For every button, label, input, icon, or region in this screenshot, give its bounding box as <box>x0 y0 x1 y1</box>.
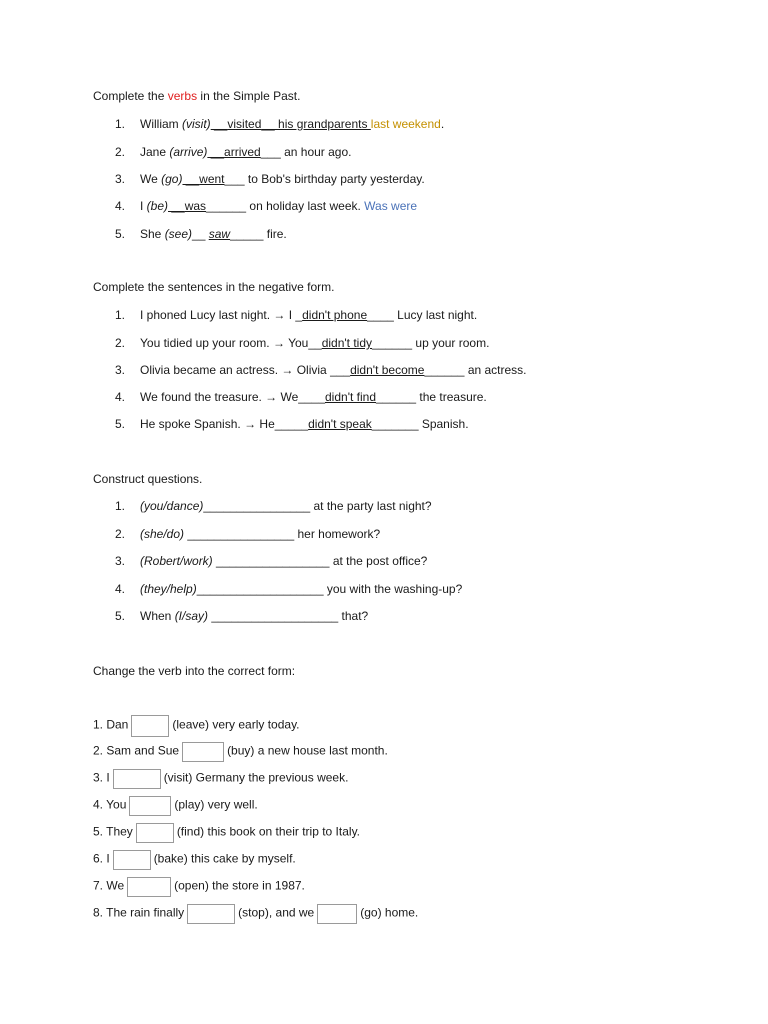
item-number: 3. <box>115 363 126 377</box>
s4-item-2 <box>93 742 388 762</box>
item-text: her homework? <box>294 527 381 541</box>
item-number: 2. <box>115 145 126 159</box>
verb-hint: (visit) <box>182 117 211 131</box>
s3-item-4 <box>140 582 462 596</box>
item-text: ______ an actress. <box>424 363 527 377</box>
item-text: (open) the store in 1987. <box>174 878 305 893</box>
item-text: you with the washing-up? <box>323 582 463 596</box>
item-number: 5. <box>115 609 126 623</box>
answer: was <box>184 199 207 213</box>
answer: didn't find <box>325 390 376 404</box>
item-text: ______ the treasure. <box>376 390 487 404</box>
item-number: 3. <box>115 172 126 186</box>
blank: ________________ <box>184 527 295 541</box>
item-text: He spoke Spanish. → He_____ <box>140 417 309 431</box>
item-text: at the post office? <box>329 554 428 568</box>
blank: __ his grandparents <box>261 117 371 131</box>
item-text: 7. We <box>93 878 125 893</box>
item-number: 3. <box>115 554 126 568</box>
item-text: ____ Lucy last night. <box>367 308 478 322</box>
item-text: (find) this book on their trip to Italy. <box>176 824 361 839</box>
s1-item-4 <box>140 199 417 213</box>
item-text: (go) home. <box>360 905 419 920</box>
s1-item-1 <box>140 117 444 131</box>
s1-item-2 <box>140 145 352 159</box>
heading-text: in the Simple Past. <box>197 89 301 103</box>
item-text: William <box>140 117 182 131</box>
verb-hint: (I/say) <box>174 609 209 623</box>
answer-input[interactable] <box>131 715 169 737</box>
item-text: ______ up your room. <box>372 336 490 350</box>
blank: __ <box>207 145 225 159</box>
item-text: You tidied up your room. → You__ <box>140 336 322 350</box>
blank: __ <box>182 172 200 186</box>
section1-heading <box>93 89 300 103</box>
verb-hint: (arrive) <box>169 145 208 159</box>
s3-item-5 <box>140 609 368 623</box>
item-text: (leave) very early today. <box>172 717 300 732</box>
answer: arrived <box>224 145 261 159</box>
item-text: (stop), and we <box>238 905 315 920</box>
answer: went <box>199 172 225 186</box>
item-number: 4. <box>115 390 126 404</box>
item-number: 2. <box>115 527 126 541</box>
item-text: 3. I <box>93 770 110 785</box>
s2-item-2 <box>140 336 489 350</box>
s2-item-4 <box>140 390 487 404</box>
item-text: _______ Spanish. <box>371 417 469 431</box>
verb-hint: (you/dance) <box>140 499 204 513</box>
s4-item-3 <box>93 769 348 789</box>
note-highlight: Was were <box>364 199 418 213</box>
item-text: Jane <box>140 145 170 159</box>
s4-item-5 <box>93 823 360 843</box>
item-text: (visit) Germany the previous week. <box>163 770 349 785</box>
s1-item-3 <box>140 172 425 186</box>
s4-item-7 <box>93 877 305 897</box>
item-text: We found the treasure. → We____ <box>140 390 325 404</box>
item-number: 1. <box>115 499 126 513</box>
blank: __ <box>168 199 185 213</box>
answer: didn't become <box>350 363 425 377</box>
answer-input[interactable] <box>136 823 174 843</box>
item-text: I phoned Lucy last night. → I _ <box>140 308 303 322</box>
item-text: 5. They <box>93 824 133 839</box>
s3-item-3 <box>140 554 427 568</box>
item-text: 2. Sam and Sue <box>93 743 180 758</box>
blank: _ <box>260 145 268 159</box>
item-text: I <box>140 199 147 213</box>
answer-input[interactable] <box>113 769 161 789</box>
s3-item-2 <box>140 527 380 541</box>
time-phrase-highlight: last weekend <box>370 117 441 131</box>
answer-input[interactable] <box>317 904 357 924</box>
blank: __ <box>210 117 228 131</box>
verb-hint: (they/help) <box>140 582 197 596</box>
item-text: __ an hour ago. <box>267 145 352 159</box>
section4-heading: Change the verb into the correct form: <box>93 664 296 678</box>
verb-hint: (see) <box>164 227 193 241</box>
s3-item-1 <box>140 499 432 513</box>
blank: _________________ <box>212 554 330 568</box>
verb-hint: (go) <box>161 172 183 186</box>
item-number: 2. <box>115 336 126 350</box>
item-text: 8. The rain finally <box>93 905 185 920</box>
item-text: (play) very well. <box>174 797 258 812</box>
item-number: 5. <box>115 227 126 241</box>
verb-hint: (be) <box>146 199 169 213</box>
item-number: 4. <box>115 582 126 596</box>
blank: __ <box>192 227 209 241</box>
answer: visited <box>227 117 262 131</box>
item-number: 4. <box>115 199 126 213</box>
item-text: 4. You <box>93 797 127 812</box>
item-number: 1. <box>115 117 126 131</box>
s4-item-4 <box>93 796 258 816</box>
answer: saw <box>208 227 231 241</box>
answer: didn't tidy <box>321 336 373 350</box>
item-text: We <box>140 172 162 186</box>
item-text: (bake) this cake by myself. <box>153 851 296 866</box>
verb-hint: (Robert/work) <box>140 554 213 568</box>
item-number: 1. <box>115 308 126 322</box>
s2-item-1 <box>140 308 477 322</box>
answer-input[interactable] <box>127 877 171 897</box>
blank: ___________________ <box>196 582 324 596</box>
blank: ___________________ <box>208 609 339 623</box>
answer-input[interactable] <box>187 904 235 924</box>
item-text: (buy) a new house last month. <box>227 743 388 758</box>
item-text: Olivia became an actress. → Olivia ___ <box>140 363 351 377</box>
item-text: at the party last night? <box>310 499 432 513</box>
answer: didn't phone <box>302 308 368 322</box>
item-text: 6. I <box>93 851 110 866</box>
item-text: ______ on holiday last week. <box>206 199 365 213</box>
s2-item-5 <box>140 417 469 431</box>
answer-input[interactable] <box>129 796 171 816</box>
answer-input[interactable] <box>113 850 151 870</box>
s4-item-6 <box>93 850 296 870</box>
section3-heading: Construct questions. <box>93 472 203 486</box>
s1-item-5 <box>140 227 287 241</box>
item-text: . <box>440 117 445 131</box>
section2-heading: Complete the sentences in the negative form. <box>93 280 335 294</box>
item-text: ___ to Bob's birthday party yesterday. <box>224 172 425 186</box>
blank: ________________ <box>203 499 311 513</box>
heading-text: Complete the <box>93 89 168 103</box>
item-text: 1. Dan <box>93 717 129 732</box>
item-text: When <box>140 609 175 623</box>
item-text: _____ fire. <box>230 227 287 241</box>
item-number: 5. <box>115 417 126 431</box>
s2-item-3 <box>140 363 527 377</box>
verb-hint: (she/do) <box>140 527 185 541</box>
s4-item-1 <box>93 715 300 737</box>
answer: didn't speak <box>308 417 372 431</box>
answer-input[interactable] <box>182 742 224 762</box>
heading-highlight-verbs: verbs <box>167 89 198 103</box>
s4-item-8 <box>93 904 418 924</box>
item-text: that? <box>338 609 369 623</box>
item-text: She <box>140 227 165 241</box>
